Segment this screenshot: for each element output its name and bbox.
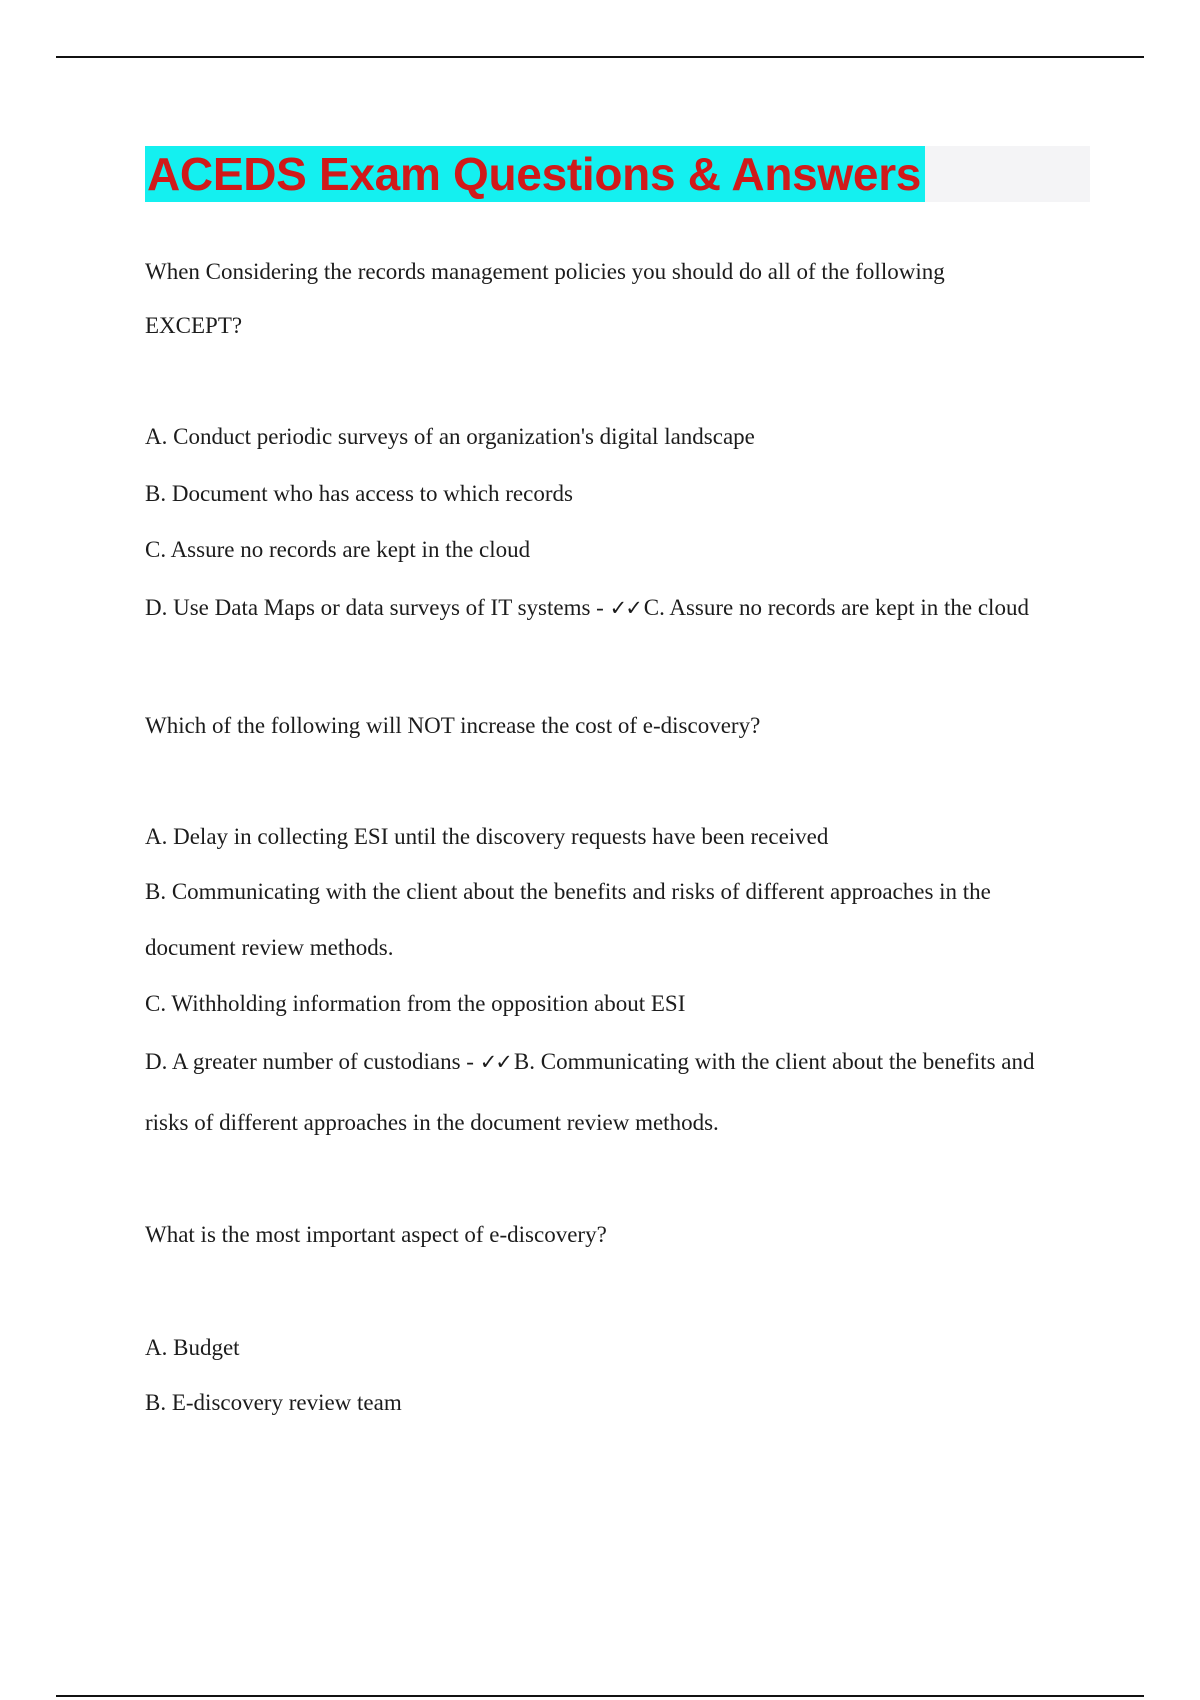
footer-rule (56, 1695, 1144, 1697)
question-2-option-c: C. Withholding information from the opposition about ESI (145, 991, 686, 1016)
document-title: ACEDS Exam Questions & Answers (145, 146, 925, 202)
question-3-option-b: B. E-discovery review team (145, 1390, 402, 1415)
question-1-option-d-with-answer (145, 593, 1029, 623)
checkmark-icon: ✓✓ (609, 596, 641, 620)
question-2-answer-line-2: risks of different approaches in the document review methods. (145, 1110, 719, 1135)
question-1-option-b: B. Document who has access to which records (145, 481, 573, 506)
question-2-option-b-line-1: B. Communicating with the client about the benefits and risks of different approaches in the (145, 879, 991, 904)
question-3-option-a: A. Budget (145, 1335, 240, 1360)
question-3-text: What is the most important aspect of e-discovery? (145, 1222, 607, 1247)
question-1-text-line-1: When Considering the records management policies you should do all of the following (145, 259, 945, 284)
question-1-option-a: A. Conduct periodic surveys of an organization's digital landscape (145, 424, 755, 449)
question-1-option-c: C. Assure no records are kept in the cloud (145, 537, 531, 562)
question-2-option-a: A. Delay in collecting ESI until the discovery requests have been received (145, 824, 829, 849)
question-1-text-line-2: EXCEPT? (145, 313, 243, 338)
question-2-option-d: D. A greater number of custodians - (145, 1049, 480, 1074)
question-1-answer: C. Assure no records are kept in the cloud (643, 595, 1029, 620)
question-2-text: Which of the following will NOT increase the cost of e-discovery? (145, 713, 761, 738)
checkmark-icon: ✓✓ (479, 1050, 511, 1074)
question-2-option-d-with-answer (145, 1047, 1035, 1077)
header-rule (56, 56, 1144, 58)
question-2-answer-line-1: B. Communicating with the client about the benefits and (513, 1049, 1035, 1074)
question-2-option-b-line-2: document review methods. (145, 935, 394, 960)
question-1-option-d: D. Use Data Maps or data surveys of IT systems - (145, 595, 610, 620)
